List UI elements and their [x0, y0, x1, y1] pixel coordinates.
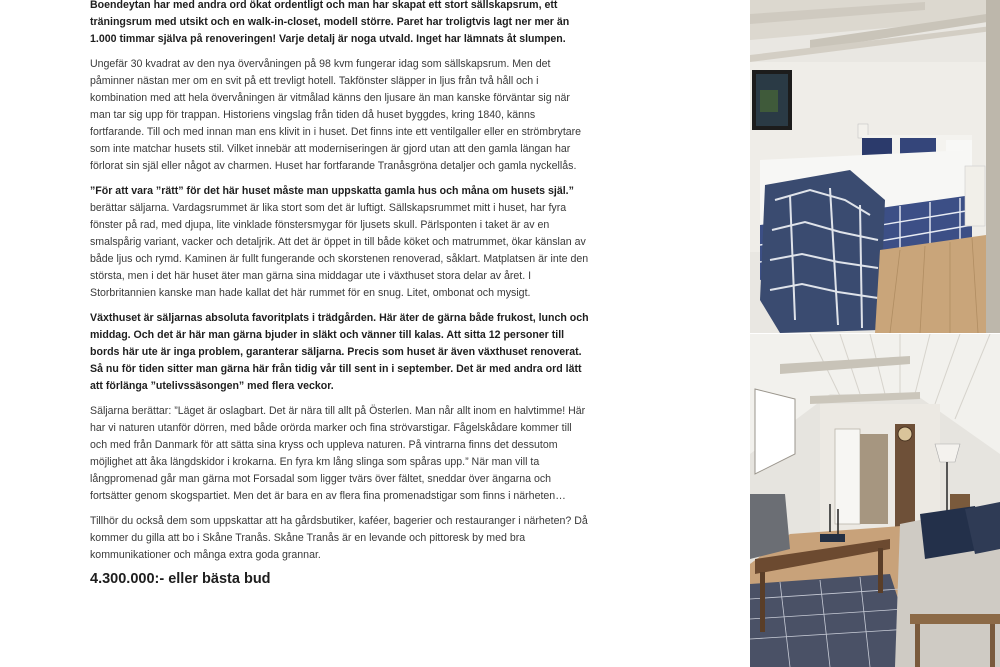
bedroom-photo — [750, 0, 1000, 333]
village-paragraph: Tillhör du också dem som uppskattar att ha gårdsbutiker, kaféer, bagerier och restauranger i närheten? Då kommer du gilla att bo i Skåne Tranås. Skåne Tranås är en levande och pittoresk by med bra kommunikationer och många extra goda grannar. — [90, 515, 588, 561]
seller-quote: ”För att vara ”rätt” för det här huset måste man uppskatta gamla hus och måna om husets själ.” — [90, 185, 574, 197]
attic-living-room-photo — [750, 334, 1000, 667]
living-room-paragraph — [90, 183, 590, 302]
upper-floor-paragraph: Ungefär 30 kvadrat av den nya övervåningen på 98 kvm fungerar idag som sällskapsrum. Men det påminner nästan mer om en svit på ett trevligt hotell. Takfönster släpper in ljus från två håll och i kombination med att hela övervåningen är vitmålad känns den ljusare än man kanske förväntar sig när man tar sig upp för trappan. Historiens vingslag från tiden då huset byggdes, kring 1840, känns fortfarande. Till och med innan man ens klivit in i huset. Det finns inte ett ventilgaller eller en strömbrytare som inte matchar husets stil. Vilket innebär att moderniseringen är gjord utan att den gamla längan har förlorat sin själ eller något av charmen. Huset har fortfarande Tranåsgröna detaljer och gamla nyckellås. — [90, 58, 582, 172]
article-body — [90, 0, 590, 572]
price-heading: 4.300.000:- eller bästa bud — [90, 571, 271, 587]
location-paragraph: Säljarna berättar: ”Läget är oslagbart. Det är nära till allt på Österlen. Man når allt inom en halvtimme! Här har vi naturen utanför dörren, med både orörda marker och fina strövarstigar. Fågelskådare kommer till och med från Danmark för att sätta sina kryss och uppleva naturen. På vintrarna finns det dessutom möjlighet att åka längdskidor i krokarna. En fyra km lång slinga som spåras upp.” När man vill ta långpromenad går man gärna mot Forsadal som ligger tvärs över fältet, sneddar över ängarna och fortsätter genom skogspartiet. Men det är bara en av flera fina promenadstigar som finns i närheten… — [90, 405, 586, 502]
greenhouse-paragraph: Växthuset är säljarnas absoluta favoritplats i trädgården. Här äter de gärna både frukost, lunch och middag. Och det är här man gärna bjuder in släkt och vänner till kalas. Att sitta 12 personer till bords här ute är inga problem, garanterar säljarna. Precis som huset är även växthuset renoverat. Så nu för tiden sitter man gärna här från tidig vår till sent in i september. Det är med andra ord lätt att förlänga ”utelivssäsongen” med flera veckor. — [90, 312, 589, 392]
living-room-text: berättar säljarna. Vardagsrummet är lika stort som det är luftigt. Sällskapsrummet mitt i huset, har fyra fönster på rad, med djupa, lite vinklade fönstersmygar för ljusets skull. Pärlsponten i taket är av en smalspårig variant, vacker och detaljrik. Att det är öppet in till både köket och matrummet, ökar känslan av både ljus och rymd. Kaminen är fullt fungerande och skorstenen renoverad, såklart. Matplatsen är inte den största, men i det här huset äter man gärna sina middagar ute i växthuset stora delar av året. I Storbritannien kanske man hade kallat det här rummet för en snug. Litet, ombonat och mysigt. — [90, 202, 589, 299]
intro-paragraph: Boendeytan har med andra ord ökat ordentligt och man har skapat ett stort sällskapsrum, ett träningsrum med utsikt och en walk-in-closet, modell större. Paret har troligtvis lagt ner mer än 1.000 timmar själva på renoveringen! Varje detalj är noga utvald. Inget har lämnats åt slumpen. — [90, 0, 570, 45]
